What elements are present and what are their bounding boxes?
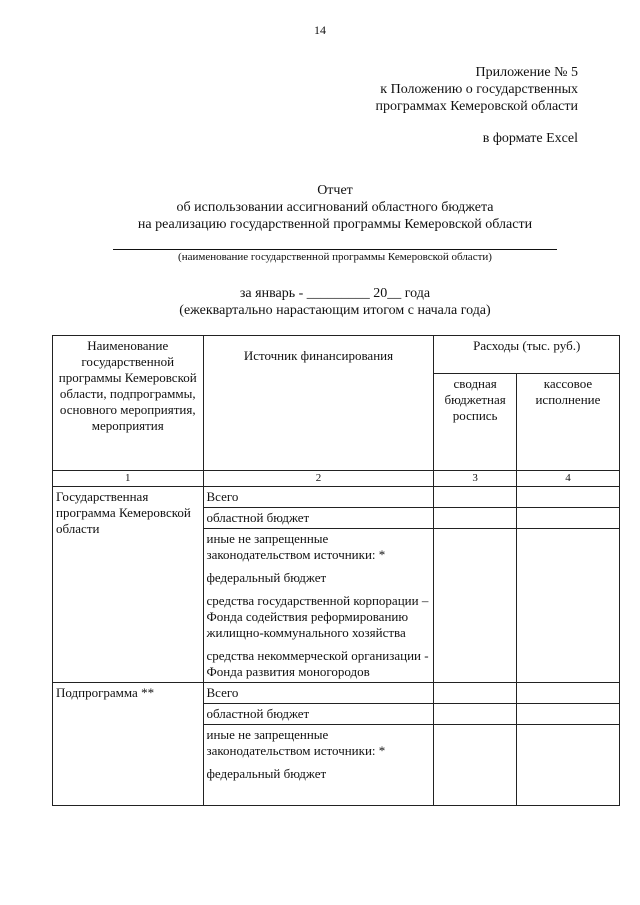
table-row — [53, 487, 620, 508]
source-housing-fund: средства государственной корпорации – Фонда содействия реформированию жилищно-коммунального хозяйства — [206, 593, 429, 640]
report-table — [52, 335, 620, 806]
header-name: Наименование государственной программы Кемеровской области, подпрограммы, основного мероприятия, мероприятия — [53, 336, 204, 471]
header-source: Источник финансирования — [203, 336, 434, 471]
column-number-2: 2 — [203, 471, 434, 487]
program-name-caption: (наименование государственной программы Кемеровской области) — [178, 251, 492, 263]
cash-execution-cell — [516, 725, 619, 806]
appendix-line-1: Приложение № 5 — [475, 65, 578, 80]
cash-execution-cell — [516, 508, 619, 529]
budget-list-cell — [434, 704, 516, 725]
program-name-cell: Государственная программа Кемеровской области — [53, 487, 204, 683]
source-total: Всего — [203, 683, 434, 704]
column-number-4: 4 — [516, 471, 619, 487]
appendix-heading — [375, 64, 578, 115]
appendix-line-2: к Положению о государственных — [380, 82, 578, 97]
period-line-2: (ежеквартально нарастающим итогом с начала года) — [179, 303, 491, 318]
source-federal-budget: федеральный бюджет — [206, 766, 327, 781]
column-number-3: 3 — [434, 471, 516, 487]
appendix-line-3: программах Кемеровской области — [375, 99, 578, 114]
period-line-1: за январь - _________ 20__ года — [239, 286, 431, 301]
cash-execution-cell — [516, 683, 619, 704]
format-note: в формате Excel — [482, 131, 578, 146]
budget-list-cell — [434, 529, 516, 683]
cash-execution-cell — [516, 487, 619, 508]
header-expenses: Расходы (тыс. руб.) — [434, 336, 620, 374]
source-other: иные не запрещенные законодательством источники: * — [206, 531, 386, 562]
table-row — [53, 683, 620, 704]
title-line-2: об использовании ассигнований областного бюджета — [176, 200, 494, 215]
source-monotown-fund: средства некоммерческой организации - Фонда развития моногородов — [206, 648, 429, 679]
budget-list-cell — [434, 508, 516, 529]
source-federal-budget: федеральный бюджет — [206, 570, 327, 585]
header-row-1 — [53, 336, 620, 374]
program-name-blank-line — [113, 249, 557, 250]
budget-list-cell — [434, 683, 516, 704]
budget-list-cell — [434, 487, 516, 508]
source-other-group — [203, 529, 434, 683]
column-number-1: 1 — [53, 471, 204, 487]
report-period — [0, 285, 640, 319]
source-regional-budget: областной бюджет — [203, 508, 434, 529]
column-number-row — [53, 471, 620, 487]
source-other: иные не запрещенные законодательством источники: * — [206, 727, 386, 758]
source-other-group — [203, 725, 434, 806]
title-line-3: на реализацию государственной программы Кемеровской области — [137, 217, 533, 232]
page-number: 14 — [314, 23, 326, 37]
budget-list-cell — [434, 725, 516, 806]
title-line-1: Отчет — [317, 183, 353, 198]
source-total: Всего — [203, 487, 434, 508]
report-title — [0, 182, 640, 233]
cash-execution-cell — [516, 704, 619, 725]
source-regional-budget: областной бюджет — [203, 704, 434, 725]
cash-execution-cell — [516, 529, 619, 683]
subprogram-name-cell: Подпрограмма ** — [53, 683, 204, 806]
header-budget-list: сводная бюджетная роспись — [434, 374, 516, 471]
header-cash-execution: кассовое исполнение — [516, 374, 619, 471]
